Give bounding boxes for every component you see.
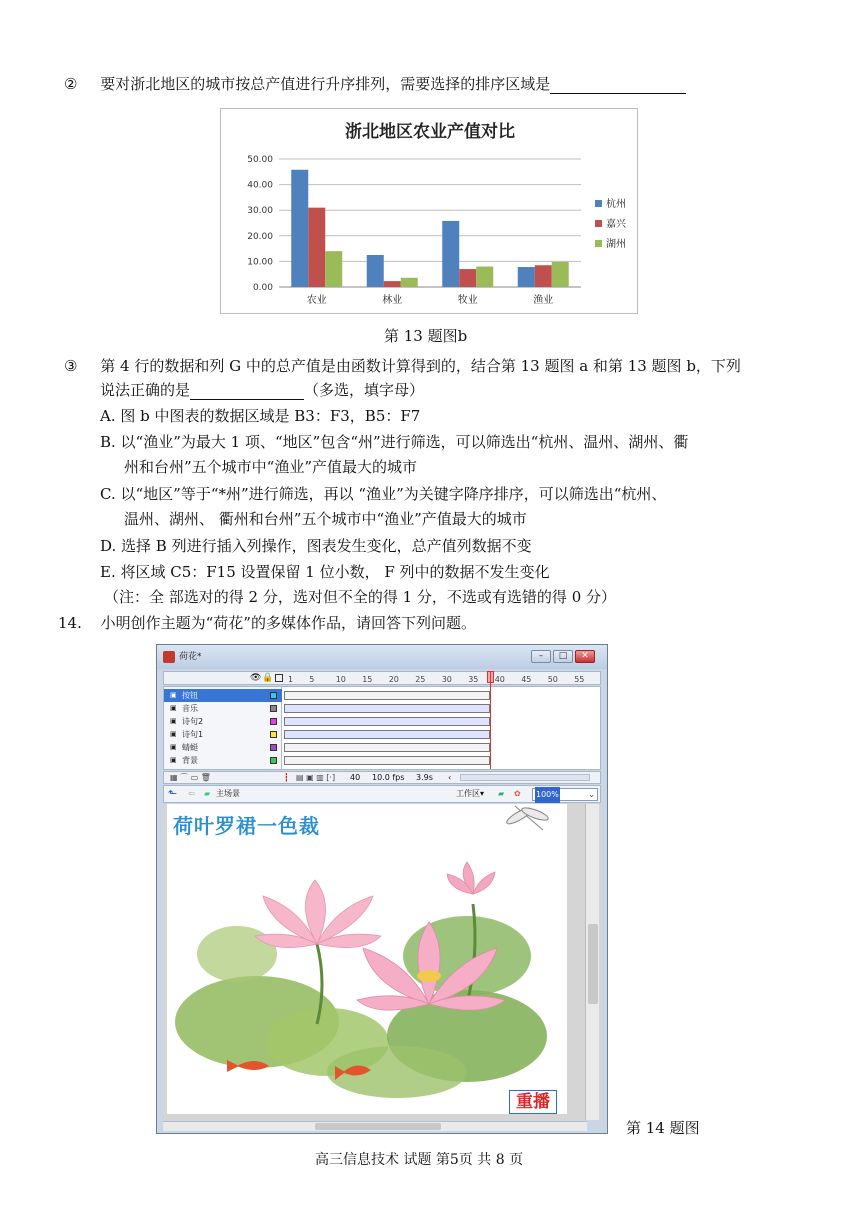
timeline-layer[interactable] <box>164 741 600 754</box>
layer-frame-span[interactable] <box>284 730 490 739</box>
playhead[interactable] <box>490 671 491 769</box>
bar-1-3 <box>325 251 342 287</box>
stage-area <box>163 804 601 1120</box>
layer-row-label-area[interactable] <box>164 741 282 754</box>
zoom-value[interactable]: 100% <box>535 787 560 803</box>
layer-row-label-area[interactable] <box>164 689 282 702</box>
timeline-layer[interactable] <box>164 728 600 741</box>
layer-row-label-area[interactable] <box>164 715 282 728</box>
zoom-select[interactable] <box>532 788 598 801</box>
q3-line2 <box>100 380 424 400</box>
title-bar <box>157 645 607 669</box>
layer-frame-span[interactable] <box>284 756 490 765</box>
q14-number: 14. <box>58 614 82 632</box>
y-tick-label: 40.00 <box>247 180 273 191</box>
bar-1-1 <box>291 170 308 287</box>
bar-3-3 <box>476 267 493 287</box>
bar-1-2 <box>308 208 325 287</box>
y-tick-label: 50.00 <box>247 155 273 165</box>
category-label: 农业 <box>306 295 327 306</box>
chevron-down-icon[interactable]: ⌄ <box>588 790 595 799</box>
maximize-button[interactable]: □ <box>553 650 573 663</box>
q3-marker: ③ <box>64 357 78 375</box>
timeline-body <box>163 686 601 770</box>
flash-window <box>156 644 608 1134</box>
document-title: 荷花* <box>179 652 202 662</box>
layer-row-label-area[interactable] <box>164 754 282 767</box>
current-frame: 40 <box>350 773 361 782</box>
page-footer: 高三信息技术 试题 第5页 共 8 页 <box>315 1152 524 1168</box>
layer-name[interactable]: 按钮 <box>182 691 198 700</box>
frame-number: 10 <box>335 675 346 684</box>
option-a: A. 图 b 中图表的数据区域是 B3：F3，B5：F7 <box>100 407 421 425</box>
layer-icon: ▣ <box>170 756 177 764</box>
frame-number: 45 <box>521 675 532 684</box>
legend-label: 杭州 <box>606 199 626 210</box>
edit-symbol-icon[interactable]: ✿ <box>514 789 521 798</box>
minimize-button[interactable]: – <box>531 650 551 663</box>
frame-number: 50 <box>547 675 558 684</box>
timeline-layer[interactable] <box>164 715 600 728</box>
layer-color-swatch[interactable] <box>270 705 277 712</box>
scroll-left-icon[interactable]: ‹ <box>448 773 452 782</box>
legend-swatch <box>595 240 602 247</box>
q3-text-2a: 说法正确的是 <box>100 381 191 399</box>
stage-horizontal-scrollbar[interactable] <box>163 1121 587 1131</box>
forward-arrow-icon[interactable]: ⇦ <box>188 789 195 798</box>
option-d: D. 选择 B 列进行插入列操作，图表发生变化，总产值列数据不变 <box>100 537 532 555</box>
layer-color-swatch[interactable] <box>270 757 277 764</box>
layer-name[interactable]: 背景 <box>182 756 198 765</box>
layer-name[interactable]: 诗句2 <box>182 717 204 726</box>
bar-3-2 <box>459 269 476 287</box>
bar-2-1 <box>367 255 384 287</box>
legend-swatch <box>595 220 602 227</box>
bar-4-2 <box>535 265 552 287</box>
q14-text: 小明创作主题为“荷花”的多媒体作品，请回答下列问题。 <box>100 614 476 632</box>
vertical-scroll-thumb[interactable] <box>588 924 598 1004</box>
bar-4-3 <box>552 262 569 287</box>
legend-label: 嘉兴 <box>606 219 626 230</box>
layer-icon: ▣ <box>170 717 177 725</box>
scoring-note: （注：全 部选对的得 2 分，选对但不全的得 1 分，不选或有选错的得 0 分） <box>104 588 617 606</box>
stage <box>167 804 567 1114</box>
chart-caption: 第 13 题图b <box>384 327 468 345</box>
bar-4-1 <box>518 267 535 287</box>
frame-rate: 10.0 fps <box>372 773 405 782</box>
bar-3-1 <box>442 221 459 287</box>
eye-icon[interactable]: 👁 <box>250 673 262 683</box>
y-tick-label: 10.00 <box>247 257 273 268</box>
y-tick-label: 0.00 <box>252 283 273 293</box>
frame-number: 40 <box>494 675 505 684</box>
q2-answer-blank <box>550 78 686 94</box>
layer-icon: ▣ <box>170 730 177 738</box>
y-tick-label: 20.00 <box>247 231 273 242</box>
layer-icon: ▣ <box>170 704 177 712</box>
frame-number: 1 <box>288 675 294 684</box>
chart-13b <box>220 108 638 314</box>
q2-text: 要对浙北地区的城市按总产值进行升序排列，需要选择的排序区域是 <box>100 75 551 93</box>
option-c-line2: 温州、湖州、 衢州和台州”五个城市中“渔业”产值最大的城市 <box>124 510 527 528</box>
fig14-caption: 第 14 题图 <box>626 1119 700 1137</box>
scene-name[interactable]: 主场景 <box>216 789 240 798</box>
timeline-status-bar <box>163 771 601 784</box>
q3-text-1: 第 4 行的数据和列 G 中的总产值是由函数计算得到的，结合第 13 题图 a 和第 13 题图 b，下列 <box>100 357 741 375</box>
option-b-line2: 州和台州”五个城市中“渔业”产值最大的城市 <box>124 458 418 476</box>
layer-frame-span[interactable] <box>284 691 490 700</box>
poem-text: 荷叶罗裙一色裁 <box>173 814 320 838</box>
q2-marker: ② <box>64 75 78 93</box>
q14-line <box>58 613 476 633</box>
layer-icon: ▣ <box>170 743 177 751</box>
legend-swatch <box>595 200 602 207</box>
playhead-handle[interactable] <box>487 671 494 683</box>
frame-number: 25 <box>415 675 426 684</box>
option-c-line1: C. 以“地区”等于“*州”进行筛选，再以 “渔业”为关键字降序排序，可以筛选出“杭州、 <box>100 485 667 503</box>
option-b-line1: B. 以“渔业”为最大 1 项、“地区”包含“州”进行筛选，可以筛选出“杭州、温州、湖州、衢 <box>100 433 689 451</box>
close-button[interactable]: ✕ <box>575 650 595 663</box>
legend-label: 湖州 <box>606 239 626 250</box>
timeline-layer[interactable] <box>164 754 600 767</box>
lotus-artwork <box>167 804 567 1114</box>
layer-icon: ▣ <box>170 691 177 699</box>
timeline-layer[interactable] <box>164 702 600 715</box>
q3-line1 <box>64 356 741 376</box>
option-e: E. 将区域 C5：F15 设置保留 1 位小数， F 列中的数据不发生变化 <box>100 563 550 581</box>
lock-icon[interactable]: 🔒 <box>262 673 274 683</box>
outline-icon[interactable] <box>275 674 283 682</box>
y-tick-label: 30.00 <box>247 206 273 217</box>
elapsed-time: 3.9s <box>416 773 433 782</box>
layer-frame-span[interactable] <box>284 704 490 713</box>
category-label: 林业 <box>382 295 403 306</box>
layer-tools-icons[interactable]: ▦ ⌒ ▭ 🗑 <box>170 773 211 782</box>
frame-number: 30 <box>441 675 452 684</box>
chart-svg <box>221 109 639 315</box>
layer-color-swatch[interactable] <box>270 718 277 725</box>
frame-number: 20 <box>388 675 399 684</box>
edit-scene-icon[interactable]: ▰ <box>498 789 505 798</box>
workspace-menu[interactable]: 工作区▾ <box>456 789 485 798</box>
layer-color-swatch[interactable] <box>270 692 277 699</box>
bar-2-2 <box>384 281 401 287</box>
frame-number: 55 <box>574 675 585 684</box>
frame-number: 15 <box>362 675 373 684</box>
center-frame-icon[interactable]: ┇ <box>284 773 289 782</box>
category-label: 牧业 <box>457 295 478 306</box>
onion-skin-icons[interactable]: ▤ ▣ ▥ [·] <box>296 773 336 782</box>
category-label: 渔业 <box>533 295 554 306</box>
frame-number: 35 <box>468 675 479 684</box>
timeline-scrollbar[interactable] <box>460 774 590 781</box>
scene-icon: ▰ <box>204 789 211 798</box>
timeline-layer[interactable] <box>164 689 600 702</box>
frame-number-ruler <box>284 672 602 685</box>
flash-app-icon <box>163 651 175 663</box>
timeline-header <box>163 671 601 685</box>
layer-color-swatch[interactable] <box>270 731 277 738</box>
horizontal-scroll-thumb[interactable] <box>315 1123 441 1130</box>
chart-title: 浙北地区农业产值对比 <box>345 122 515 142</box>
replay-button[interactable]: 重播 <box>509 1090 557 1114</box>
layer-row-label-area[interactable] <box>164 728 282 741</box>
q3-answer-blank <box>190 384 304 400</box>
back-arrow-icon[interactable]: ⬑ <box>168 787 178 800</box>
q3-text-2b: （多选，填字母） <box>304 381 425 399</box>
layer-frame-span[interactable] <box>284 743 490 752</box>
layer-color-swatch[interactable] <box>270 744 277 751</box>
frame-number: 5 <box>309 675 315 684</box>
layer-row-label-area[interactable] <box>164 702 282 715</box>
q2-line <box>64 74 686 94</box>
stage-vertical-scrollbar[interactable] <box>585 804 599 1120</box>
layer-name[interactable]: 蜻蜓 <box>182 743 198 752</box>
layer-frame-span[interactable] <box>284 717 490 726</box>
edit-bar <box>163 785 601 803</box>
bar-2-3 <box>401 278 418 287</box>
layer-name[interactable]: 音乐 <box>182 704 198 713</box>
layer-name[interactable]: 诗句1 <box>182 730 204 739</box>
